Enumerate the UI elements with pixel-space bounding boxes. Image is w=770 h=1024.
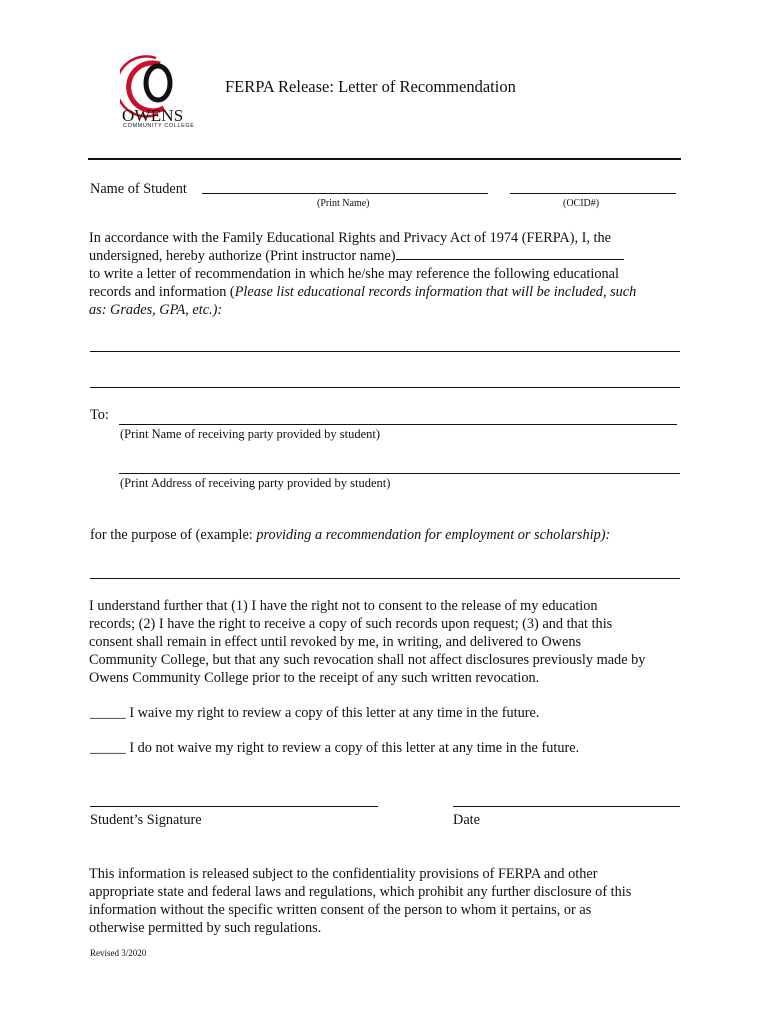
paragraph-line: Community College, but that any such revocation shall not affect disclosures previously made by [89,652,646,668]
paragraph-line: to write a letter of recommendation in which he/she may reference the following educational [89,266,619,282]
ferpa-authorization-paragraph [89,229,689,319]
records-field-line-2[interactable] [90,387,680,388]
purpose-text [90,527,610,544]
paragraph-line [89,247,689,265]
paragraph-line: information without the specific written consent of the person to whom it pertains, or as [89,902,592,918]
ocid-field[interactable] [510,193,676,194]
paragraph-italic-text: as: Grades, GPA, etc.): [89,302,223,318]
waive-text: I waive my right to review a copy of this letter at any time in the future. [129,705,540,721]
paragraph-line: This information is released subject to the confidentiality provisions of FERPA and other [89,866,598,882]
paragraph-line [89,283,689,301]
date-label: Date [453,812,480,828]
receiving-party-address-field[interactable] [119,473,680,474]
date-field[interactable] [453,806,680,807]
receiving-party-name-field[interactable] [119,424,677,425]
not-waive-initial-blank[interactable]: _____ [90,740,126,756]
not-waive-text: I do not waive my right to review a copy of this letter at any time in the future. [129,740,580,756]
student-name-label: Name of Student [90,181,187,197]
purpose-field[interactable] [90,578,680,579]
header-divider [88,158,681,160]
waive-initial-blank[interactable]: _____ [90,705,126,721]
student-name-field[interactable] [202,193,488,194]
paragraph-italic-text: Please list educational records information that will be included, such [234,284,637,300]
paragraph-line: consent shall remain in effect until revoked by me, in writing, and delivered to Owens [89,634,582,650]
waive-option [90,705,539,722]
paragraph-line: In accordance with the Family Educational Rights and Privacy Act of 1974 (FERPA), I, the [89,230,611,246]
purpose-prefix: for the purpose of (example: [90,527,257,543]
records-field-line-1[interactable] [90,351,680,352]
paragraph-line: Owens Community College prior to the receipt of any such written revocation. [89,670,540,686]
receiving-name-caption: (Print Name of receiving party provided by student) [120,427,380,441]
disclaimer-paragraph [89,865,689,937]
student-signature-label: Student’s Signature [90,812,202,828]
paragraph-line: I understand further that (1) I have the right not to consent to the release of my education [89,598,598,614]
purpose-example: providing a recommendation for employment or scholarship): [256,527,611,543]
receiving-address-caption: (Print Address of receiving party provided by student) [120,476,391,490]
paragraph-line: records; (2) I have the right to receive a copy of such records upon request; (3) and that this [89,616,613,632]
not-waive-option [90,740,579,757]
print-name-caption: (Print Name) [317,198,370,209]
page-title: FERPA Release: Letter of Recommendation [225,77,516,96]
understand-paragraph [89,597,689,687]
to-label: To: [90,407,109,423]
paragraph-text: records and information ( [89,284,235,300]
paragraph-text: undersigned, hereby authorize (Print instructor name) [89,248,396,264]
logo-wordmark: OWENS [122,106,184,125]
paragraph-line: otherwise permitted by such regulations. [89,920,322,936]
paragraph-line: appropriate state and federal laws and regulations, which prohibit any further disclosure of this [89,884,632,900]
ocid-caption: (OCID#) [563,198,600,209]
paragraph-line [89,301,689,319]
revision-date: Revised 3/2020 [90,948,147,958]
student-signature-field[interactable] [90,806,378,807]
logo-subtitle: COMMUNITY COLLEGE [123,123,195,129]
instructor-name-field[interactable] [396,247,624,260]
